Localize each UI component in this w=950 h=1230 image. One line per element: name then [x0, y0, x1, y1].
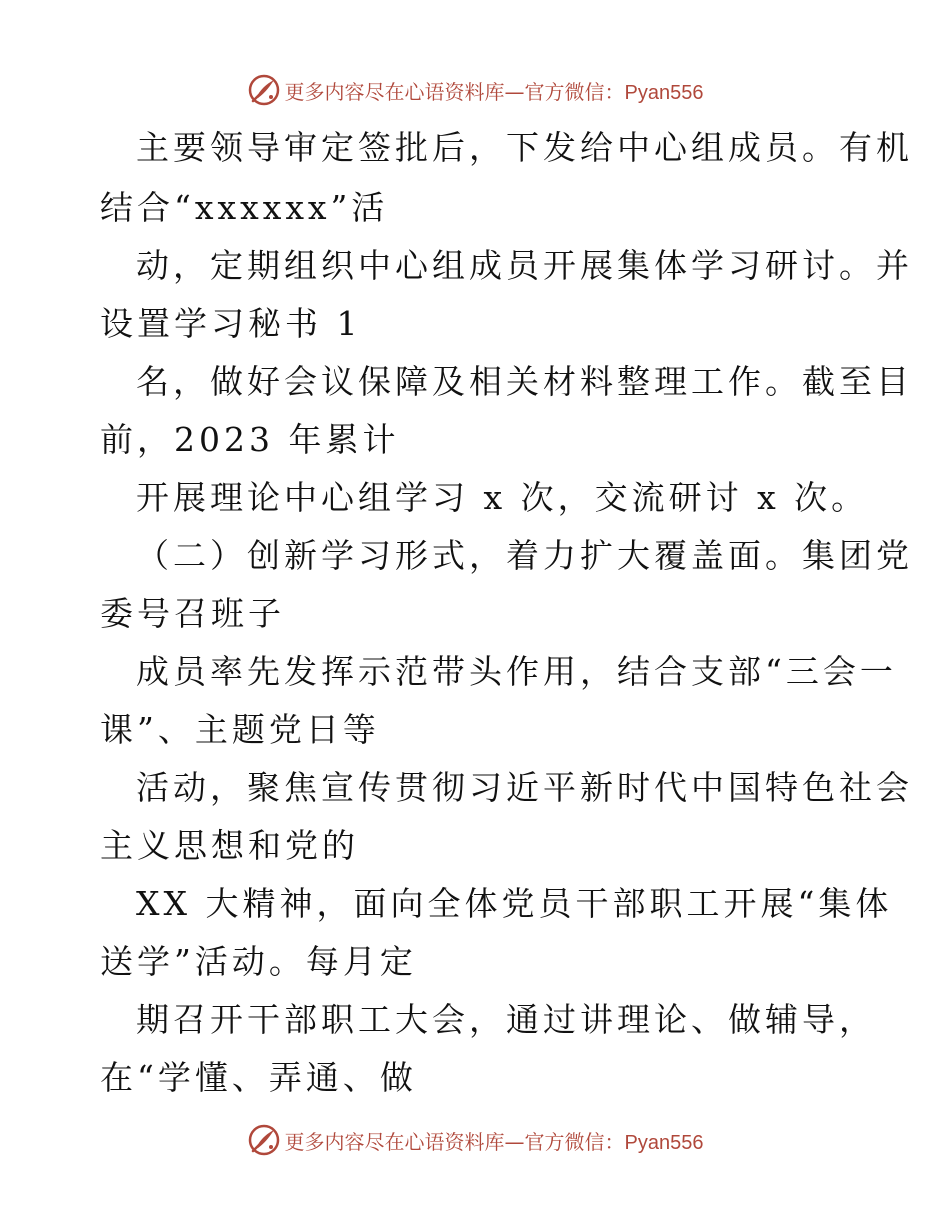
header-banner-text — [285, 76, 704, 105]
text-line: 送学”活动。每月定 — [100, 942, 417, 981]
text-line: 成员率先发挥示范带头作用，结合支部“三会一 — [136, 652, 897, 691]
text-line: （二）创新学习形式，着力扩大覆盖面。集团党 — [136, 536, 913, 575]
header-banner-handle: Pyan556 — [624, 81, 704, 104]
text-line: 主要领导审定签批后，下发给中心组成员。有机 — [136, 128, 913, 167]
text-line: 结合“xxxxxx”活 — [100, 188, 389, 227]
text-line: 设置学习秘书 1 — [100, 304, 362, 343]
pen-feather-logo-icon — [247, 1123, 281, 1157]
text-line: 期召开干部职工大会，通过讲理论、做辅导， — [136, 1000, 876, 1039]
text-line: 主义思想和党的 — [100, 826, 359, 865]
text-line: 委号召班子 — [100, 594, 285, 633]
text-line: XX 大精神，面向全体党员干部职工开展“集体 — [136, 884, 893, 923]
footer-banner-handle: Pyan556 — [624, 1131, 704, 1154]
pen-feather-logo-icon — [247, 73, 281, 107]
text-line: 前，2023 年累计 — [100, 420, 400, 459]
footer-banner-label: 更多内容尽在心语资料库—官方微信： — [284, 1129, 625, 1154]
footer-banner — [0, 1120, 950, 1160]
header-banner — [0, 70, 950, 110]
text-line: 动，定期组织中心组成员开展集体学习研讨。并 — [136, 246, 913, 285]
text-line: 在“学懂、弄通、做 — [100, 1058, 417, 1097]
footer-banner-text — [285, 1126, 704, 1155]
text-line: 课”、主题党日等 — [100, 710, 380, 749]
header-banner-label: 更多内容尽在心语资料库—官方微信： — [284, 79, 625, 104]
text-line: 名，做好会议保障及相关材料整理工作。截至目 — [136, 362, 913, 401]
text-line: 开展理论中心组学习 x 次，交流研讨 x 次。 — [136, 478, 869, 517]
text-line: 活动，聚焦宣传贯彻习近平新时代中国特色社会 — [136, 768, 913, 807]
